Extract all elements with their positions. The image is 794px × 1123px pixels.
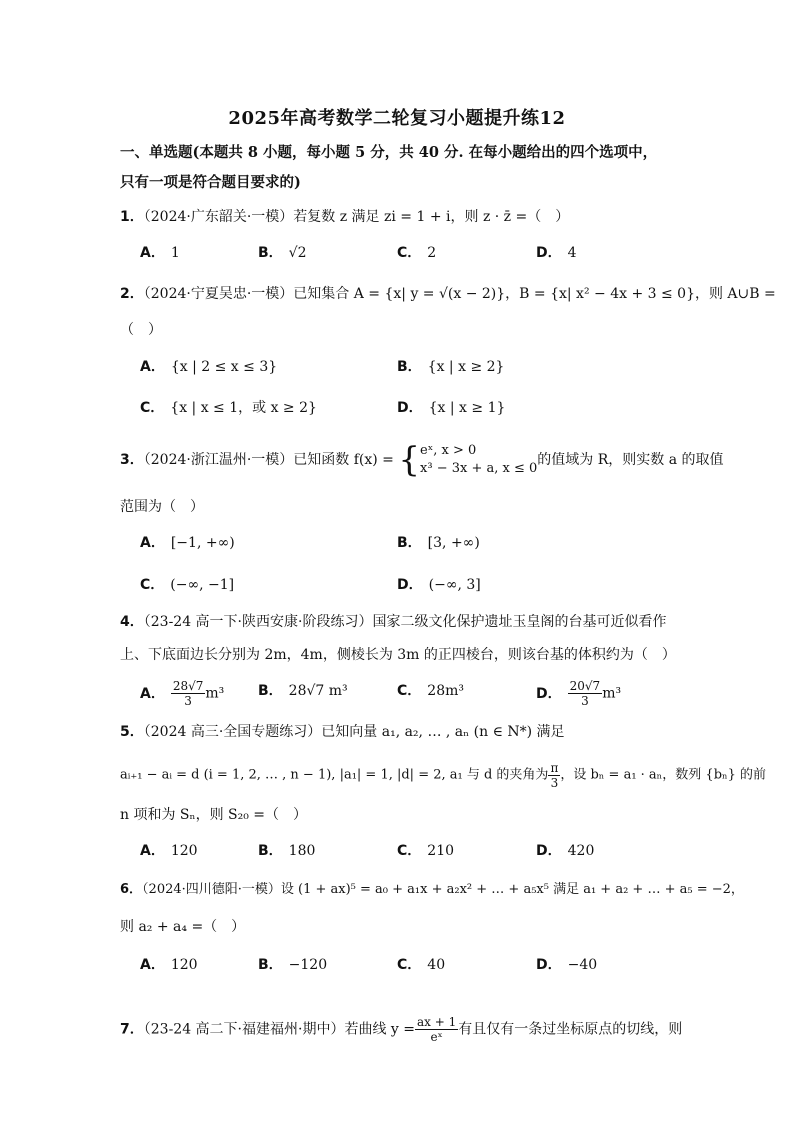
option-a[interactable]: [140, 679, 224, 708]
question-text: （2024·宁夏吴忠·一模）已知集合 A = {x| y = √(x − 2)}，B = {x| x² − 4x + 3 ≤ 0}，则 A∪B =: [143, 286, 776, 302]
option-text: {x | x ≥ 1}: [428, 400, 506, 416]
question-6-line2: 则 a₂ + a₄ =（ ）: [120, 919, 246, 935]
question-text: （23-24 高二下·福建福州·期中）若曲线 y =: [143, 1021, 415, 1038]
question-text: （2024·四川德阳·一模）设 (1 + ax)⁵ = a₀ + a₁x + a₂x² + … + a₅x⁵ 满足 a₁ + a₂ + … + a₅ = −2，: [142, 882, 744, 897]
option-fraction: [171, 679, 206, 708]
option-a[interactable]: [140, 243, 180, 263]
option-label: B．: [397, 359, 422, 375]
option-b[interactable]: [258, 243, 307, 263]
question-text: aᵢ₊₁ − aᵢ = d (i = 1, 2, … , n − 1), |a₁| = 1, |d| = 2, a₁ 与 d 的夹角为: [120, 767, 549, 783]
option-label: D．: [536, 245, 562, 261]
question-text: （2024 高三·全国专题练习）已知向量 a₁, a₂, … , aₙ (n ∈ N*) 满足: [143, 724, 565, 740]
case-2: x³ − 3x + a, x ≤ 0: [420, 461, 538, 476]
angle-fraction: [548, 761, 560, 790]
case-1: eˣ, x > 0: [420, 443, 477, 458]
option-label: B．: [258, 843, 283, 859]
option-text: 2: [427, 245, 437, 261]
question-text-after: 的值域为 R，则实数 a 的取值: [537, 452, 724, 468]
question-number: 2．: [120, 286, 144, 302]
fraction-denominator: eˣ: [430, 1030, 443, 1044]
option-c[interactable]: [140, 398, 317, 418]
question-number: 6．: [120, 882, 143, 897]
option-label: D．: [536, 843, 562, 859]
fraction-numerator: 20√7: [569, 679, 601, 693]
option-d[interactable]: [397, 398, 505, 418]
option-d[interactable]: [536, 841, 594, 861]
option-text: 210: [427, 843, 455, 859]
option-text: 120: [170, 957, 198, 973]
option-label: D．: [397, 400, 423, 416]
option-label: A．: [140, 535, 165, 551]
fraction-denominator: 3: [184, 694, 192, 708]
fraction-numerator: ax + 1: [417, 1015, 457, 1029]
option-a[interactable]: [140, 357, 277, 377]
option-label: B．: [258, 245, 283, 261]
option-b[interactable]: [258, 841, 315, 861]
option-label: A．: [140, 359, 165, 375]
option-d[interactable]: [536, 243, 577, 263]
option-text: 4: [567, 245, 577, 261]
option-text: −40: [567, 957, 598, 973]
option-b[interactable]: [397, 357, 504, 377]
option-label: C．: [140, 577, 165, 593]
option-text: 420: [567, 843, 595, 859]
option-unit: m³: [602, 685, 622, 702]
fraction-numerator: π: [550, 761, 559, 775]
option-label: A．: [140, 843, 165, 859]
option-a[interactable]: [140, 533, 235, 553]
option-text: 40: [427, 957, 446, 973]
option-text: √2: [288, 245, 307, 261]
question-7: [120, 1015, 683, 1044]
question-1: [120, 207, 680, 227]
option-c[interactable]: [140, 575, 234, 595]
question-3-line2: 范围为（ ）: [120, 499, 204, 515]
option-label: C．: [397, 683, 422, 699]
option-text: [3, +∞): [427, 535, 480, 551]
question-2: [120, 284, 776, 304]
option-label: A．: [140, 957, 165, 973]
option-text: {x | x ≥ 2}: [427, 359, 505, 375]
option-label: A．: [140, 245, 165, 261]
option-label: C．: [397, 957, 422, 973]
section-heading: [120, 138, 680, 198]
option-c[interactable]: [397, 681, 464, 701]
option-label: C．: [140, 400, 165, 416]
section-heading-line1: 一、单选题(本题共 8 小题，每小题 5 分，共 40 分. 在每小题给出的四个选项中，: [120, 144, 658, 161]
question-2-line2: （ ）: [120, 322, 162, 338]
question-5: [120, 722, 680, 742]
option-d[interactable]: [397, 575, 481, 595]
option-label: C．: [397, 245, 422, 261]
option-text: {x | 2 ≤ x ≤ 3}: [170, 359, 278, 375]
option-label: B．: [258, 683, 283, 699]
option-label: D．: [536, 685, 562, 702]
option-text: 180: [288, 843, 316, 859]
option-label: D．: [536, 957, 562, 973]
fraction-denominator: 3: [581, 694, 589, 708]
section-heading-line2: 只有一项是符合题目要求的): [120, 174, 301, 191]
option-c[interactable]: [397, 841, 454, 861]
question-text: （2024·广东韶关·一模）若复数 z 满足 zi = 1 + i，则 z · z̄ =（ ）: [143, 209, 570, 225]
option-unit: m³: [205, 685, 225, 702]
question-5-line2: [120, 761, 767, 790]
option-text: 28√7 m³: [288, 683, 348, 699]
curve-fraction: [415, 1015, 458, 1044]
question-number: 5．: [120, 724, 144, 740]
fraction-numerator: 28√7: [172, 679, 204, 693]
question-text: （23-24 高一下·陕西安康·阶段练习）国家二级文化保护遗址玉皇阁的台基可近似看作: [143, 614, 667, 630]
question-4: [120, 612, 680, 632]
option-label: A．: [140, 685, 165, 702]
left-brace: {: [398, 440, 421, 480]
question-6: [120, 880, 744, 900]
option-b[interactable]: [397, 533, 480, 553]
option-fraction: [568, 679, 603, 708]
option-text: 120: [170, 843, 198, 859]
option-c[interactable]: [397, 243, 436, 263]
option-d[interactable]: [536, 679, 621, 708]
fraction-denominator: 3: [550, 776, 559, 790]
option-text: {x | x ≤ 1，或 x ≥ 2}: [170, 400, 317, 416]
option-d[interactable]: [536, 955, 597, 975]
option-a[interactable]: [140, 841, 198, 861]
option-label: D．: [397, 577, 423, 593]
option-text: [−1, +∞): [170, 535, 235, 551]
question-number: 7．: [120, 1021, 144, 1038]
option-text: 28m³: [427, 683, 464, 699]
question-text-after: ，设 bₙ = a₁ · aₙ，数列 {bₙ} 的前: [560, 767, 767, 783]
page-title: 2025年高考数学二轮复习小题提升练12: [228, 108, 566, 129]
piecewise-cases: [420, 442, 537, 478]
question-3: [120, 440, 724, 480]
option-text: (−∞, −1]: [170, 577, 235, 593]
option-text: 1: [170, 245, 180, 261]
question-number: 3．: [120, 452, 144, 468]
option-text: −120: [288, 957, 328, 973]
question-number: 1．: [120, 209, 144, 225]
question-number: 4．: [120, 614, 144, 630]
option-text: (−∞, 3]: [428, 577, 481, 593]
option-b[interactable]: [258, 681, 348, 701]
option-c[interactable]: [397, 955, 445, 975]
option-label: C．: [397, 843, 422, 859]
question-5-line3: n 项和为 Sₙ，则 S₂₀ =（ ）: [120, 807, 308, 823]
option-a[interactable]: [140, 955, 198, 975]
question-text-after: 有且仅有一条过坐标原点的切线，则: [458, 1021, 683, 1038]
question-4-line2: 上、下底面边长分别为 2m，4m，侧棱长为 3m 的正四棱台，则该台基的体积约为（ ）: [120, 647, 676, 663]
option-b[interactable]: [258, 955, 327, 975]
option-label: B．: [258, 957, 283, 973]
question-text: （2024·浙江温州·一模）已知函数 f(x) =: [143, 452, 394, 468]
option-label: B．: [397, 535, 422, 551]
